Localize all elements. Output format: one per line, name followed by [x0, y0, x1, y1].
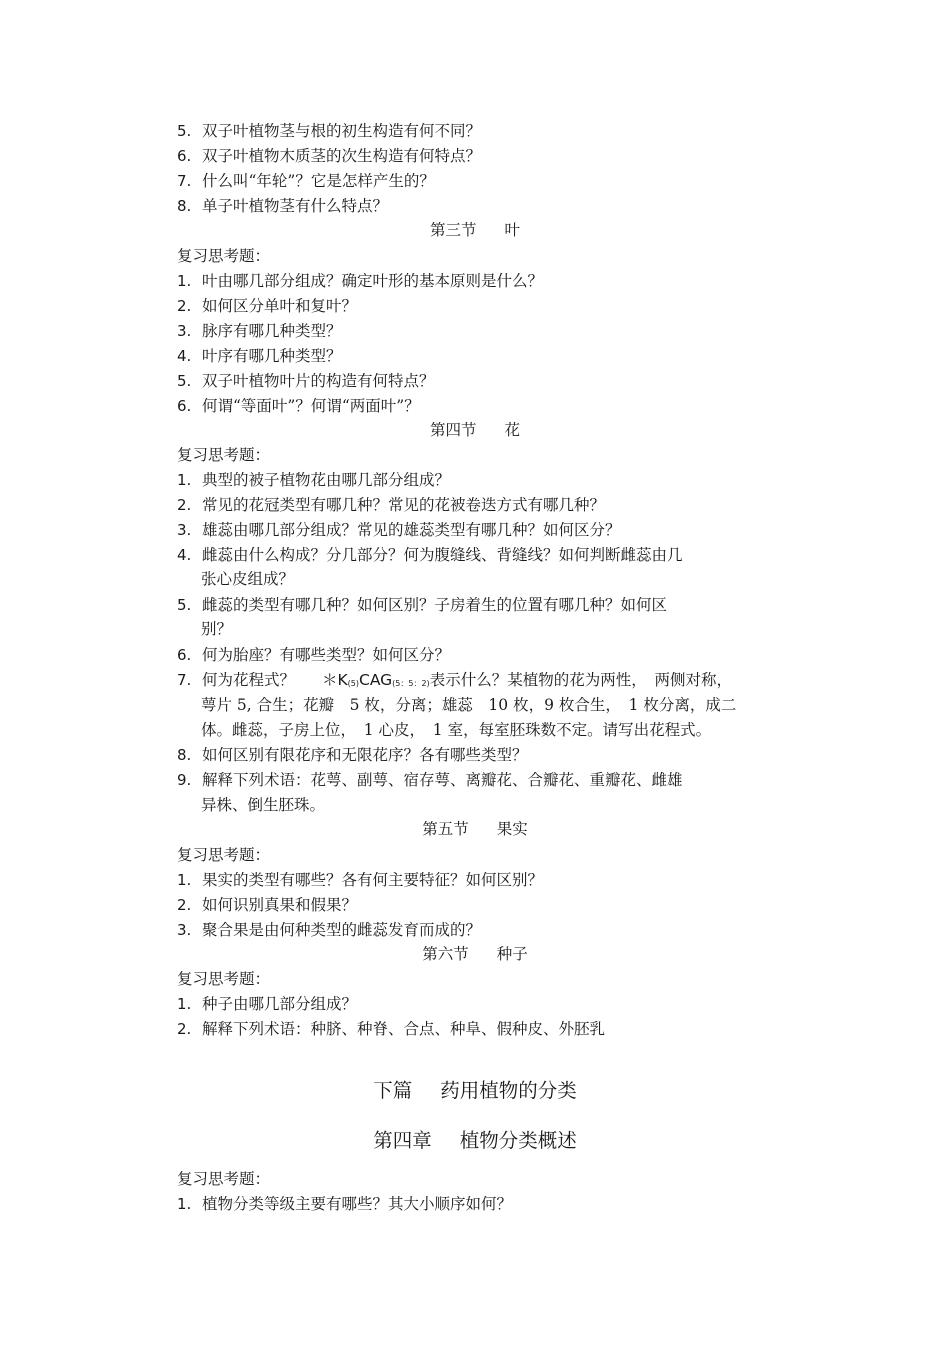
list-item: 7. 何为花程式？ ＊K(5)CAG(5：5：2)表示什么？某植物的花为两性， 两侧对称， — [177, 671, 732, 689]
list-item: 1. 典型的被子植物花由哪几部分组成？ — [177, 471, 451, 489]
list-item: 5. 双子叶植物叶片的构造有何特点？ — [177, 372, 435, 390]
list-item: 5. 雌蕊的类型有哪几种？如何区别？子房着生的位置有哪几种？如何区 — [177, 596, 668, 614]
list-item-continuation: 萼片 5, 合生；花瓣 5 枚，分离；雄蕊 10 枚，9 枚合生， 1 枚分离，成二 — [201, 696, 737, 714]
list-item-continuation: 体。雌蕊，子房上位， 1 心皮， 1 室，每室胚珠数不定。请写出花程式。 — [201, 721, 712, 739]
chapter-heading: 第四章 植物分类概述 — [373, 1129, 577, 1152]
list-item: 4. 雌蕊由什么构成？分几部分？何为腹缝线、背缝线？如何判断雌蕊由几 — [177, 546, 683, 564]
list-item: 9. 解释下列术语：花萼、副萼、宿存萼、离瓣花、合瓣花、重瓣花、雌雄 — [177, 771, 683, 789]
review-label: 复习思考题： — [177, 970, 271, 988]
list-item: 2. 常见的花冠类型有哪几种？常见的花被卷迭方式有哪几种？ — [177, 496, 606, 514]
review-label: 复习思考题： — [177, 247, 271, 265]
list-item: 3. 聚合果是由何种类型的雌蕊发育而成的？ — [177, 921, 482, 939]
list-item: 4. 叶序有哪几种类型？ — [177, 347, 342, 365]
list-item: 6. 双子叶植物木质茎的次生构造有何特点？ — [177, 147, 482, 165]
list-item: 6. 何为胎座？有哪些类型？如何区分？ — [177, 646, 451, 664]
list-item: 2. 如何区分单叶和复叶？ — [177, 297, 358, 315]
list-item-continuation: 别？ — [201, 620, 233, 638]
flower-formula: ＊K(5)CAG(5：5：2) — [321, 671, 430, 689]
list-item: 3. 脉序有哪几种类型？ — [177, 322, 342, 340]
list-item: 1. 种子由哪几部分组成？ — [177, 995, 358, 1013]
section-heading-flower: 第四节 花 — [429, 421, 521, 439]
list-item-continuation: 张心皮组成？ — [201, 570, 295, 588]
review-label: 复习思考题： — [177, 1170, 271, 1188]
review-label: 复习思考题： — [177, 846, 271, 864]
list-item: 2. 如何识别真果和假果？ — [177, 896, 358, 914]
list-item: 2. 解释下列术语：种脐、种脊、合点、种阜、假种皮、外胚乳 — [177, 1020, 606, 1038]
part-heading: 下篇 药用植物的分类 — [373, 1079, 577, 1102]
list-item: 6. 何谓“等面叶”？何谓“两面叶”？ — [177, 397, 420, 415]
list-item: 3. 雄蕊由哪几部分组成？常见的雄蕊类型有哪几种？如何区分？ — [177, 521, 621, 539]
list-item-continuation: 异株、倒生胚珠。 — [201, 796, 326, 814]
list-item: 5. 双子叶植物茎与根的初生构造有何不同？ — [177, 122, 482, 140]
list-item: 8. 单子叶植物茎有什么特点？ — [177, 197, 389, 215]
review-label: 复习思考题： — [177, 446, 271, 464]
list-item: 1. 植物分类等级主要有哪些？其大小顺序如何？ — [177, 1195, 513, 1213]
list-item: 1. 叶由哪几部分组成？确定叶形的基本原则是什么？ — [177, 272, 544, 290]
list-item: 1. 果实的类型有哪些？各有何主要特征？如何区别？ — [177, 871, 544, 889]
section-heading-fruit: 第五节 果实 — [422, 820, 528, 838]
list-item: 7. 什么叫“年轮”？它是怎样产生的？ — [177, 172, 435, 190]
section-heading-leaf: 第三节 叶 — [429, 221, 521, 239]
section-heading-seed: 第六节 种子 — [422, 945, 528, 963]
list-item: 8. 如何区别有限花序和无限花序？各有哪些类型？ — [177, 746, 528, 764]
